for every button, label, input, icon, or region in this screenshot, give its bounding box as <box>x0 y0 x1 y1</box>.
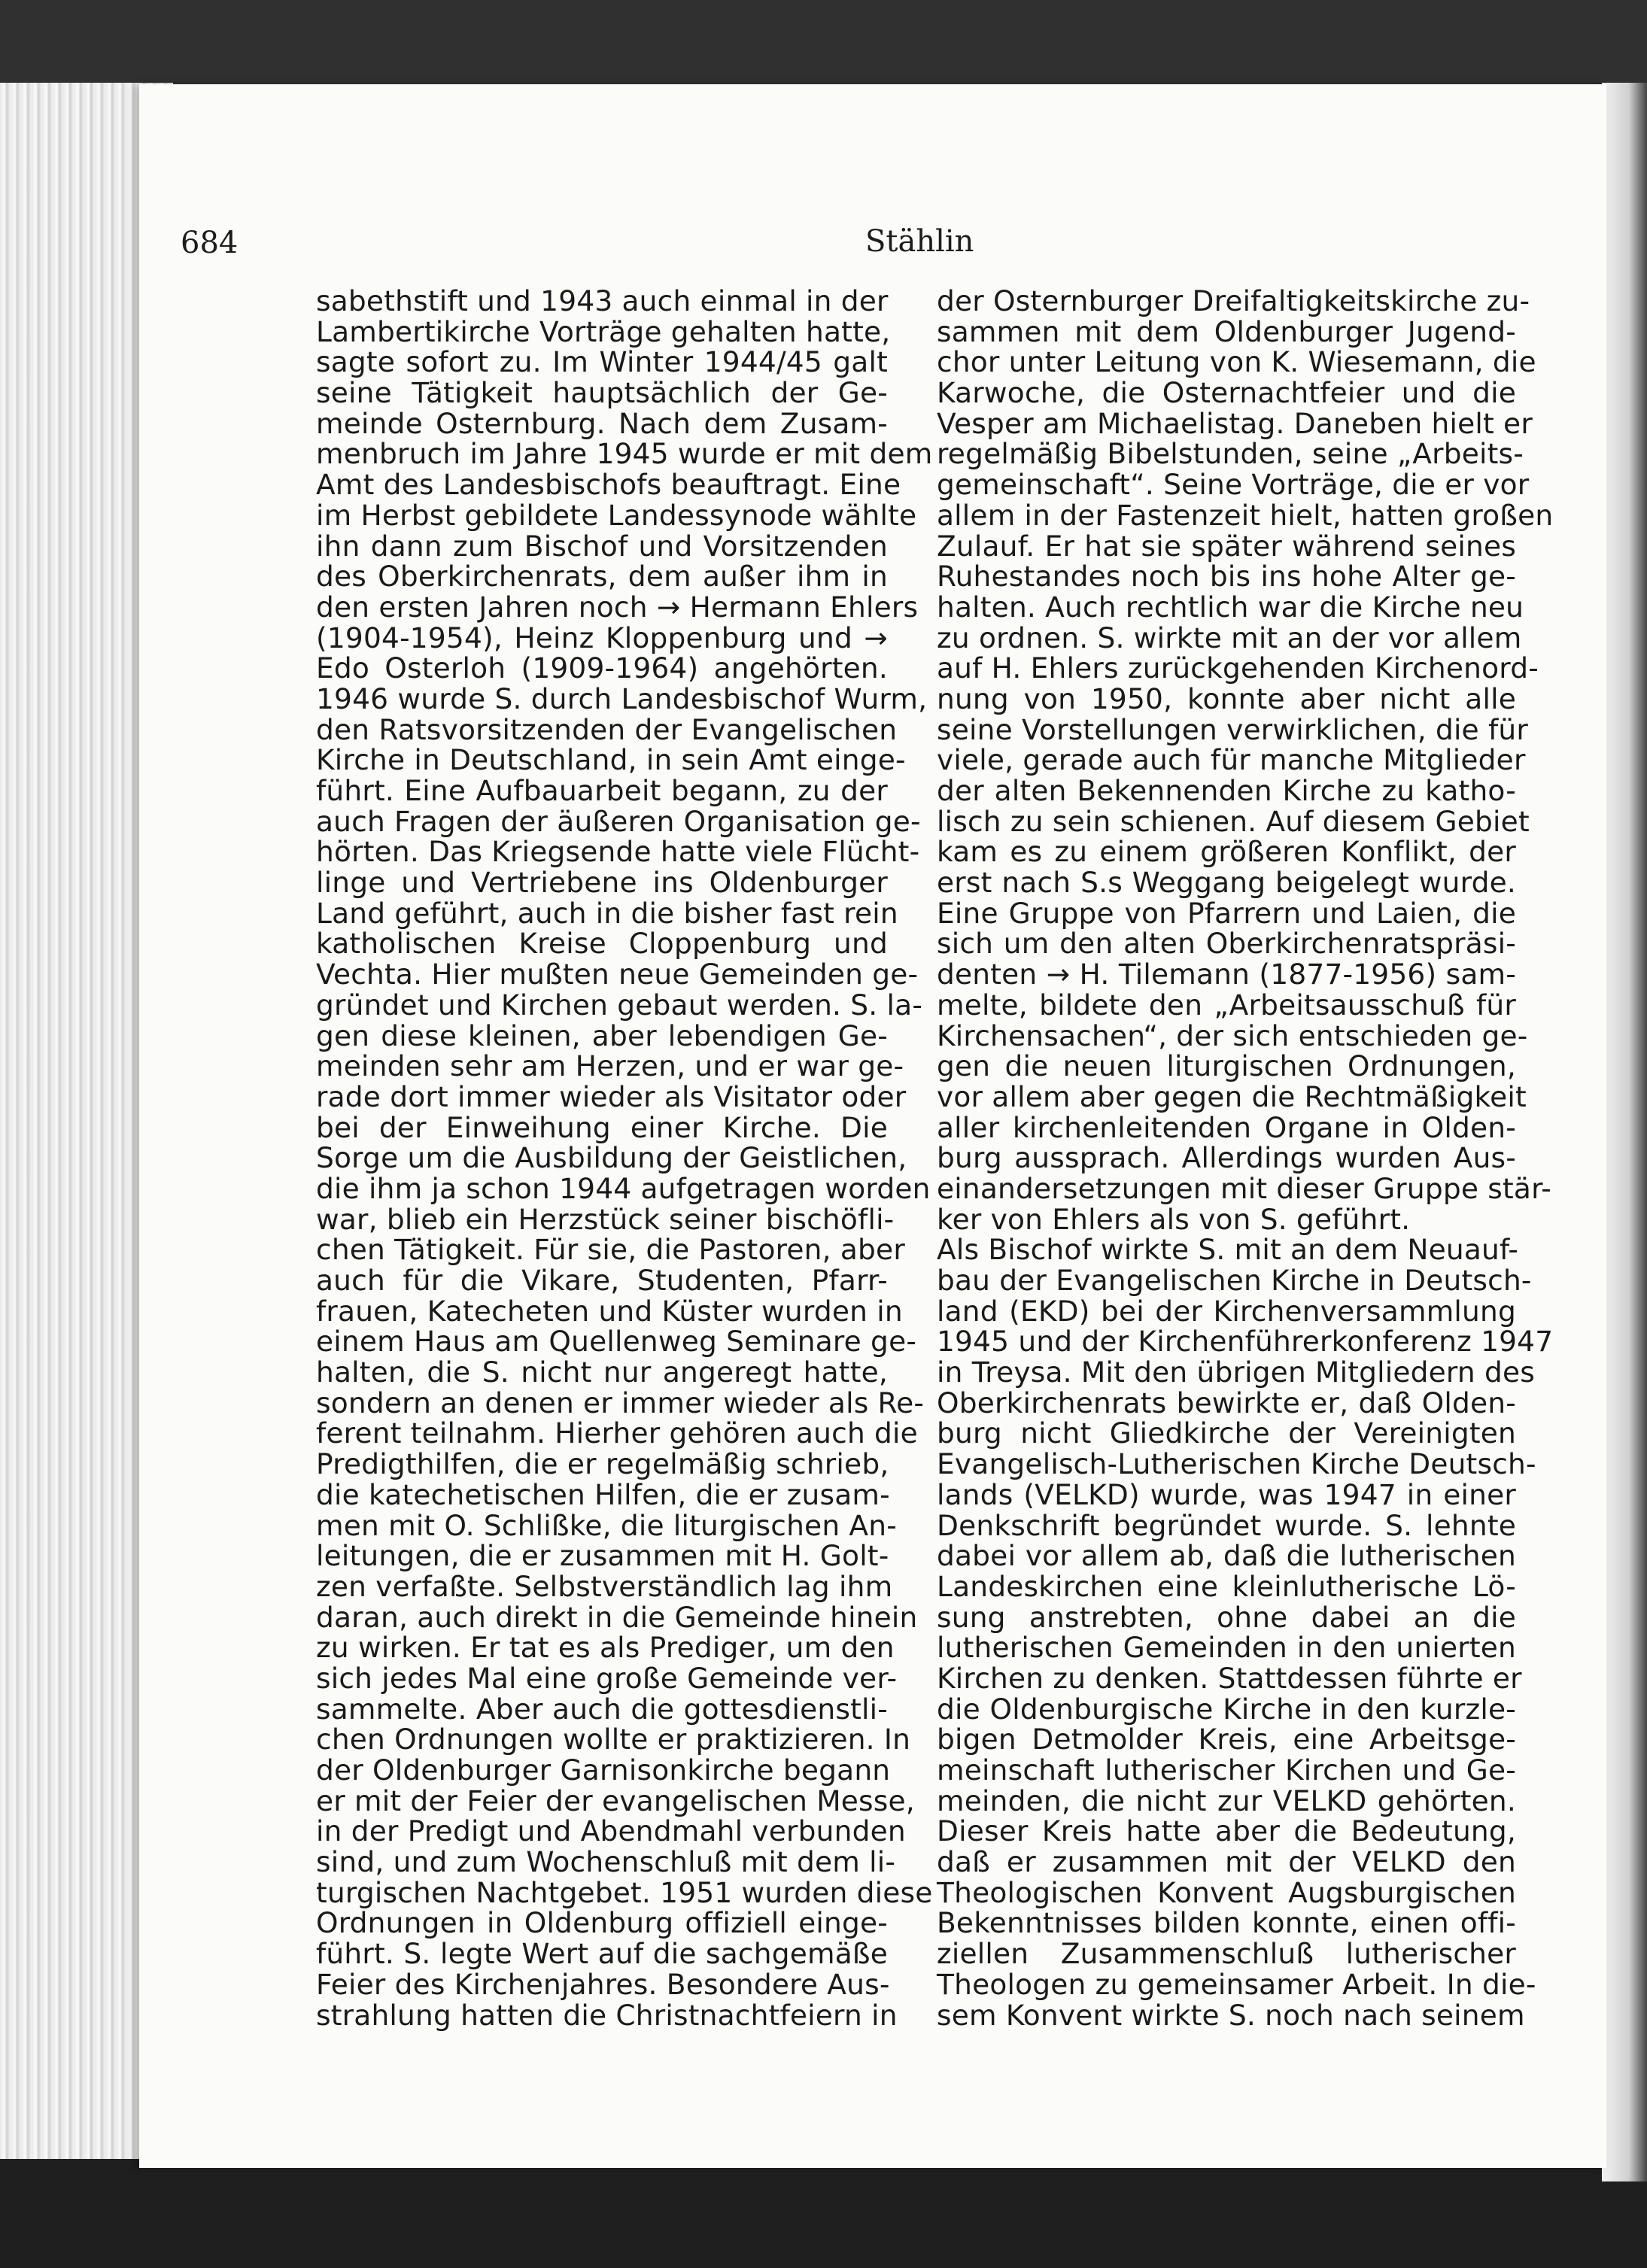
text-line: Theologen zu gemeinsamer Arbeit. In die- <box>937 1967 1536 2001</box>
text-line: Kirchensachen“, der sich entschieden ge- <box>937 1019 1528 1052</box>
text-line: denten → H. Tilemann (1877-1956) sam- <box>937 958 1516 991</box>
text-line: Kirchen zu denken. Stattdessen führte er <box>937 1661 1522 1695</box>
text-line: der alten Bekennenden Kirche zu katho- <box>937 774 1516 807</box>
text-line: Landeskirchen eine kleinlutherische Lö- <box>937 1569 1516 1603</box>
text-line: lands (VELKD) wurde, was 1947 in einer <box>937 1477 1516 1511</box>
text-line: Eine Gruppe von Pfarrern und Laien, die <box>937 896 1516 930</box>
text-line: zu wirken. Er tat es als Prediger, um den <box>316 1631 895 1665</box>
text-line: land (EKD) bei der Kirchenversammlung <box>937 1294 1516 1328</box>
text-line: zen verfaßte. Selbstverständlich lag ihm <box>316 1569 893 1603</box>
text-line: Sorge um die Ausbildung der Geistlichen, <box>316 1141 907 1175</box>
text-line: leitungen, die er zusammen mit H. Golt- <box>316 1539 889 1573</box>
text-line: Feier des Kirchenjahres. Besondere Aus- <box>316 1967 890 2001</box>
text-line: Edo Osterloh (1909-1964) angehörten. <box>316 651 888 685</box>
text-line: sem Konvent wirkte S. noch nach seinem <box>937 1998 1525 2032</box>
text-line: seine Tätigkeit hauptsächlich der Ge- <box>316 376 888 410</box>
text-line: lisch zu sein schienen. Auf diesem Gebiet <box>937 804 1530 838</box>
text-line: lutherischen Gemeinden in den unierten <box>937 1631 1516 1665</box>
text-line: Amt des Landesbischofs beauftragt. Eine <box>316 468 901 502</box>
text-line: viele, gerade auch für manche Mitglieder <box>937 743 1526 777</box>
text-line: burg nicht Gliedkirche der Vereinigten <box>937 1416 1516 1450</box>
text-line: 1945 und der Kirchenführerkonferenz 1947 <box>937 1325 1554 1359</box>
text-line: bau der Evangelischen Kirche in Deutsch- <box>937 1264 1532 1297</box>
text-line: aller kirchenleitenden Organe in Olden- <box>937 1110 1516 1144</box>
text-line: Evangelisch-Lutherischen Kirche Deutsch- <box>937 1447 1536 1481</box>
text-line: meinden, die nicht zur VELKD gehörten. <box>937 1784 1516 1817</box>
text-line: Dieser Kreis hatte aber die Bedeutung, <box>937 1814 1516 1848</box>
text-line: vor allem aber gegen die Rechtmäßigkeit <box>937 1079 1527 1113</box>
text-line: gemeinschaft“. Seine Vorträge, die er vor <box>937 468 1530 502</box>
text-line: ziellen Zusammenschluß lutherischer <box>937 1937 1516 1971</box>
text-line: sich jedes Mal eine große Gemeinde ver- <box>316 1661 898 1695</box>
text-line: war, blieb ein Herzstück seiner bischöfli- <box>316 1202 895 1236</box>
text-line: gründet und Kirchen gebaut werden. S. la- <box>316 988 923 1022</box>
text-line: 1946 wurde S. durch Landesbischof Wurm, <box>316 682 928 715</box>
text-line: des Oberkirchenrats, dem außer ihm in <box>316 560 888 594</box>
text-line: auch für die Vikare, Studenten, Pfarr- <box>316 1264 888 1297</box>
text-line: sabethstift und 1943 auch einmal in der <box>316 284 889 317</box>
running-title: Stählin <box>865 224 974 259</box>
text-line: sammen mit dem Oldenburger Jugend- <box>937 314 1516 348</box>
text-line: Lambertikirche Vorträge gehalten hatte, <box>316 314 891 348</box>
text-line: halten, die S. nicht nur angeregt hatte, <box>316 1356 888 1389</box>
text-line: führt. Eine Aufbauarbeit begann, zu der <box>316 774 888 807</box>
text-line: die katechetischen Hilfen, die er zusam- <box>316 1477 890 1511</box>
text-line: kam es zu einem größeren Konflikt, der <box>937 835 1516 869</box>
text-line: ker von Ehlers als von S. geführt. <box>937 1202 1411 1236</box>
text-line: turgischen Nachtgebet. 1951 wurden diese <box>316 1875 933 1909</box>
scanner-background-bottom <box>0 2159 1647 2268</box>
text-line: sung anstrebten, ohne dabei an die <box>937 1600 1516 1634</box>
text-line: Zulauf. Er hat sie später während seines <box>937 529 1516 563</box>
text-line: er mit der Feier der evangelischen Messe, <box>316 1784 915 1817</box>
text-line: melte, bildete den „Arbeitsausschuß für <box>937 988 1516 1022</box>
text-line: hörten. Das Kriegsende hatte viele Flücht- <box>316 835 920 869</box>
text-line: sagte sofort zu. Im Winter 1944/45 galt <box>316 345 888 379</box>
text-line: seine Vorstellungen verwirklichen, die für <box>937 712 1528 746</box>
text-line: strahlung hatten die Christnachtfeiern in <box>316 1998 898 2032</box>
text-line: Vesper am Michaelistag. Daneben hielt er <box>937 406 1533 440</box>
text-line: der Osternburger Dreifaltigkeitskirche zu- <box>937 284 1530 317</box>
text-line: meinschaft lutherischer Kirchen und Ge- <box>937 1753 1516 1787</box>
text-line: bei der Einweihung einer Kirche. Die <box>316 1110 888 1144</box>
text-line: sondern an denen er immer wieder als Re- <box>316 1386 925 1419</box>
text-line: Theologischen Konvent Augsburgischen <box>937 1875 1516 1909</box>
page-curl-edge <box>1602 83 1647 2181</box>
text-column-left <box>316 284 933 2032</box>
text-line: nung von 1950, konnte aber nicht alle <box>937 682 1516 715</box>
text-line: auch Fragen der äußeren Organisation ge- <box>316 804 921 838</box>
text-line: chen Ordnungen wollte er praktizieren. In <box>316 1723 911 1756</box>
text-line: meinde Osternburg. Nach dem Zusam- <box>316 406 888 440</box>
text-line: Bekenntnisses bilden konnte, einen offi- <box>937 1906 1516 1940</box>
text-line: einem Haus am Quellenweg Seminare ge- <box>316 1325 917 1359</box>
text-line: zu ordnen. S. wirkte mit an der vor allem <box>937 621 1522 654</box>
text-line: dabei vor allem ab, daß die lutherischen <box>937 1539 1516 1573</box>
text-line: allem in der Fastenzeit hielt, hatten großen <box>937 498 1554 532</box>
text-line: rade dort immer wieder als Visitator oder <box>316 1079 907 1113</box>
text-line: erst nach S.s Weggang beigelegt wurde. <box>937 866 1516 900</box>
text-line: Oberkirchenrats bewirkte er, daß Olden- <box>937 1386 1516 1419</box>
text-line: den Ratsvorsitzenden der Evangelischen <box>316 712 898 746</box>
text-line: die Oldenburgische Kirche in den kurzle- <box>937 1692 1516 1726</box>
text-line: daß er zusammen mit der VELKD den <box>937 1845 1516 1879</box>
text-line: in der Predigt und Abendmahl verbunden <box>316 1814 906 1848</box>
text-line: burg aussprach. Allerdings wurden Aus- <box>937 1141 1516 1175</box>
text-line: auf H. Ehlers zurückgehenden Kirchenord- <box>937 651 1539 685</box>
text-line: frauen, Katecheten und Küster wurden in <box>316 1294 903 1328</box>
text-line: (1904-1954), Heinz Kloppenburg und → <box>316 621 888 654</box>
text-line: gen diese kleinen, aber lebendigen Ge- <box>316 1019 888 1052</box>
text-line: Karwoche, die Osternachtfeier und die <box>937 376 1516 410</box>
text-line: halten. Auch rechtlich war die Kirche neu <box>937 590 1524 624</box>
text-line: Als Bischof wirkte S. mit an dem Neuauf- <box>937 1233 1519 1267</box>
text-line: men mit O. Schlißke, die liturgischen An- <box>316 1508 897 1542</box>
text-line: gen die neuen liturgischen Ordnungen, <box>937 1049 1516 1083</box>
text-line: Kirche in Deutschland, in sein Amt einge- <box>316 743 906 777</box>
text-line: die ihm ja schon 1944 aufgetragen worden <box>316 1171 931 1205</box>
text-line: sich um den alten Oberkirchenratspräsi- <box>937 927 1516 961</box>
text-line: daran, auch direkt in die Gemeinde hinein <box>316 1600 918 1634</box>
text-line: Denkschrift begründet wurde. S. lehnte <box>937 1508 1516 1542</box>
text-line: Land geführt, auch in die bisher fast rein <box>316 896 898 930</box>
text-line: in Treysa. Mit den übrigen Mitgliedern des <box>937 1356 1535 1389</box>
text-line: bigen Detmolder Kreis, eine Arbeitsge- <box>937 1723 1516 1756</box>
text-line: sind, und zum Wochenschluß mit dem li- <box>316 1845 896 1879</box>
text-column-right <box>937 284 1554 2032</box>
text-line: chor unter Leitung von K. Wiesemann, die <box>937 345 1536 379</box>
text-line: ferent teilnahm. Hierher gehören auch die <box>316 1416 918 1450</box>
scanner-background <box>0 0 1647 90</box>
text-line: menbruch im Jahre 1945 wurde er mit dem <box>316 437 933 471</box>
text-line: Ruhestandes noch bis ins hohe Alter ge- <box>937 560 1516 594</box>
text-line: regelmäßig Bibelstunden, seine „Arbeits- <box>937 437 1524 471</box>
text-line: meinden sehr am Herzen, und er war ge- <box>316 1049 904 1083</box>
text-line: katholischen Kreise Cloppenburg und <box>316 927 888 961</box>
text-line: den ersten Jahren noch → Hermann Ehlers <box>316 590 919 624</box>
text-line: im Herbst gebildete Landessynode wählte <box>316 498 917 532</box>
text-line: einandersetzungen mit dieser Gruppe stär- <box>937 1171 1552 1205</box>
text-line: sammelte. Aber auch die gottesdienstli- <box>316 1692 888 1726</box>
text-line: Ordnungen in Oldenburg offiziell einge- <box>316 1906 888 1940</box>
text-line: chen Tätigkeit. Für sie, die Pastoren, aber <box>316 1233 905 1267</box>
text-line: linge und Vertriebene ins Oldenburger <box>316 866 888 900</box>
text-line: der Oldenburger Garnisonkirche begann <box>316 1753 891 1787</box>
text-line: ihn dann zum Bischof und Vorsitzenden <box>316 529 888 563</box>
text-line: Predigthilfen, die er regelmäßig schrieb, <box>316 1447 889 1481</box>
page-number: 684 <box>181 226 239 260</box>
text-line: führt. S. legte Wert auf die sachgemäße <box>316 1937 888 1971</box>
text-line: Vechta. Hier mußten neue Gemeinden ge- <box>316 958 919 991</box>
